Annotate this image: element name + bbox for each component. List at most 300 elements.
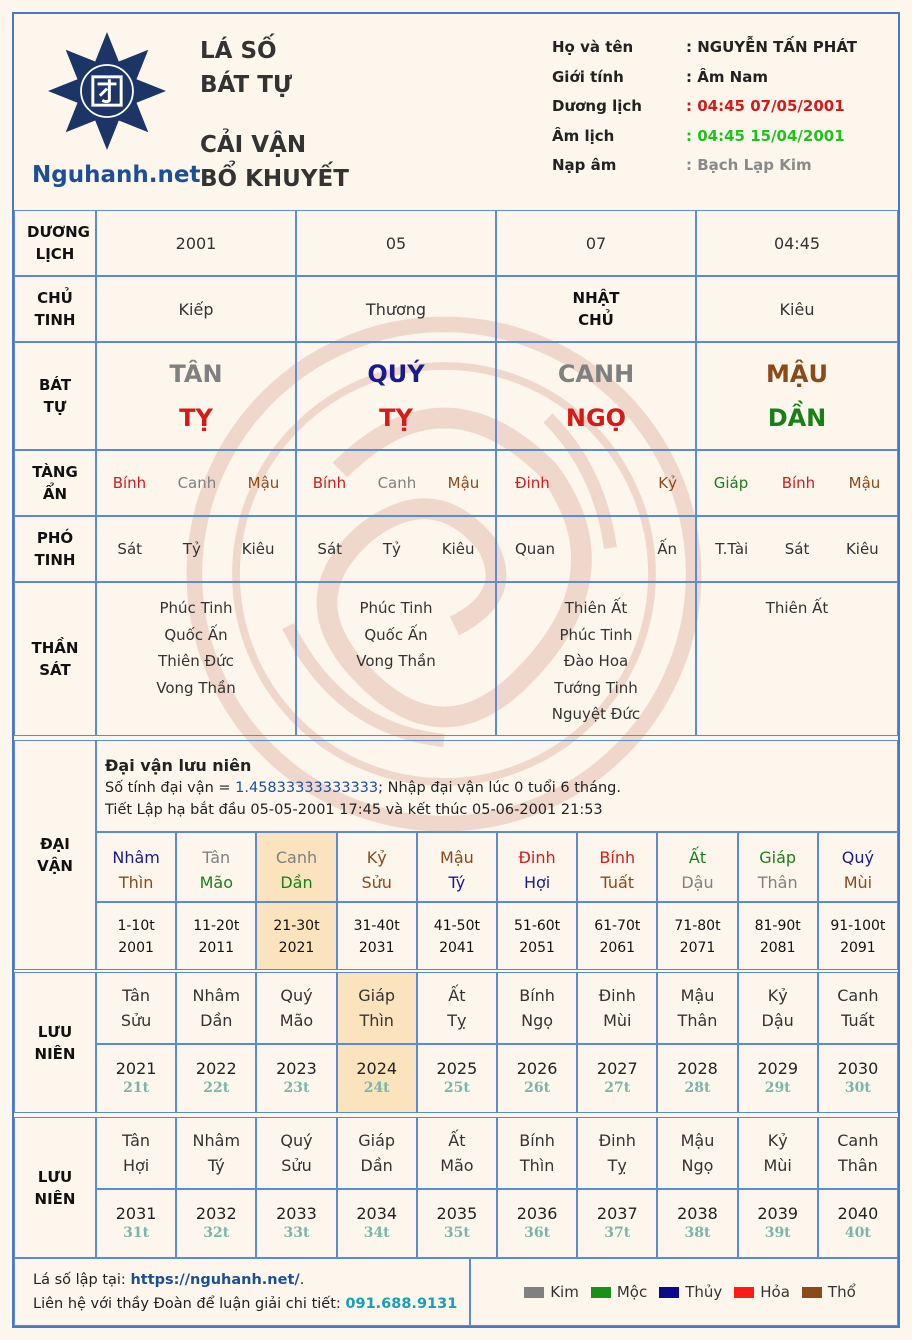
chu_tinh-label: CHỦ TINH: [34, 289, 76, 329]
than_sat-label: THẦN SÁT: [31, 639, 79, 679]
luu-nien-chi: Sửu: [281, 1156, 312, 1175]
pho-tinh-item: Kiêu: [845, 540, 879, 558]
luu-nien-pillar[interactable]: [577, 1117, 657, 1189]
legend-label: Thổ: [827, 1283, 856, 1301]
luu-nien-pillar[interactable]: [256, 972, 336, 1044]
pillar: [169, 352, 222, 440]
tang_an-cell: [696, 450, 898, 516]
luu-nien-chi: Dần: [200, 1011, 233, 1030]
luu-nien-can: Tân: [122, 1131, 151, 1150]
legend-swatch: [802, 1287, 822, 1298]
pho-tinh-item: Quan: [515, 540, 556, 558]
legend-swatch: [659, 1287, 679, 1298]
dai-van-age-cell: [818, 902, 898, 970]
dai-van-can: Ất: [688, 848, 707, 867]
pillar-chi: NGỌ: [565, 404, 627, 432]
dai-van-can: Đinh: [518, 848, 556, 867]
luu-nien-year: 2038: [677, 1204, 718, 1223]
pho-tinh-item: Tỷ: [382, 540, 401, 558]
than-sat-list: [356, 583, 435, 675]
luu-nien-year: 2024: [356, 1059, 398, 1078]
duong_lich-cell: [696, 210, 898, 276]
dai-van-line-1: [105, 777, 897, 799]
footer: [14, 1258, 898, 1326]
luu-nien-year: 2037: [596, 1204, 638, 1223]
dai-van-can: Tân: [202, 848, 231, 867]
dai-van-pillar[interactable]: [337, 832, 417, 902]
star-logo-icon: [48, 32, 166, 150]
luu-nien-can: Nhâm: [192, 1131, 241, 1150]
dai-van-number: 1.45833333333333: [235, 780, 379, 796]
dai-van-pillar[interactable]: [176, 832, 256, 902]
dai-van-can: Nhâm: [112, 848, 160, 867]
dai-van-pillar[interactable]: [497, 832, 577, 902]
dai-van-age-cell: [657, 902, 737, 970]
dai-van-pillar[interactable]: [417, 832, 497, 902]
luu-nien-age: 34t: [363, 1225, 390, 1241]
title-line-2: BÁT TỰ: [200, 72, 293, 98]
tang-an-item: Bính: [781, 474, 816, 492]
than-sat-item: Vong Thần: [356, 652, 436, 670]
luu-nien-year: 2032: [195, 1204, 237, 1223]
luu-nien-age: 28t: [684, 1080, 711, 1096]
dai-van-can: Bính: [599, 848, 636, 867]
luu-nien-can: Kỷ: [767, 986, 788, 1005]
dai-van-can: Kỷ: [366, 848, 387, 867]
chu-tinh-value: Kiêu: [779, 299, 815, 319]
legend-item-Thủy: [659, 1283, 722, 1301]
pho_tinh-cell: [96, 516, 296, 582]
tang_an-cell: [496, 450, 696, 516]
dai-van-year: 2021: [278, 940, 315, 956]
than-sat-item: Phúc Tinh: [559, 625, 633, 644]
dai-van-chi: Thìn: [118, 873, 154, 892]
luu-nien-year-cell: [818, 1044, 898, 1113]
than-sat-item: Phúc Tinh: [359, 599, 433, 617]
title-line-3: CẢI VẬN: [200, 132, 307, 158]
chart-frame: [12, 12, 900, 1328]
luu-nien-age: 35t: [443, 1225, 470, 1241]
tang_an-label: TÀNG ẨN: [32, 463, 78, 503]
pho-tinh-item: Sát: [317, 540, 343, 558]
luu-nien-chi: Thân: [677, 1011, 718, 1030]
luu-nien-can: Quý: [280, 986, 313, 1005]
luu-nien-chi: Dần: [360, 1156, 393, 1175]
tang-an-item: Kỷ: [658, 474, 677, 492]
legend-item-Thổ: [802, 1283, 856, 1301]
legend-item-Mộc: [591, 1283, 647, 1301]
luu-nien-can: Ất: [448, 1131, 466, 1150]
dai-van-age-cell: [738, 902, 818, 970]
legend-swatch: [734, 1287, 754, 1298]
pho_tinh-cell: [696, 516, 898, 582]
dai-van-age-cell: [497, 902, 577, 970]
luu-nien-pillar[interactable]: [738, 1117, 818, 1189]
pho-tinh-item: Sát: [784, 540, 810, 558]
luu-nien-age: 24t: [363, 1080, 390, 1096]
than_sat-cell: [496, 582, 696, 736]
dai-van-chi: Dần: [280, 873, 313, 892]
dai-van-age: 11-20t: [193, 918, 240, 934]
luu-nien-year-cell: [176, 1189, 256, 1258]
pillar: [558, 352, 634, 440]
dai-van-age: 1-10t: [117, 918, 155, 934]
luu-nien-chi: Ngọ: [681, 1156, 714, 1175]
legend-label: Thủy: [685, 1283, 723, 1301]
chu_tinh-cell: [496, 276, 696, 342]
luu-nien-chi: Mão: [440, 1156, 474, 1175]
luu-nien-chi: Tỵ: [607, 1156, 627, 1175]
luu-nien-year: 2036: [516, 1204, 558, 1223]
bat_tu-label: BÁT TỰ: [38, 376, 72, 416]
bat_tu-cell: [696, 342, 898, 450]
row-label-pho_tinh: [14, 516, 96, 582]
pillar-chi: TỴ: [379, 404, 413, 432]
row-label-dai-van: [14, 740, 96, 970]
luu-nien-label: LƯU NIÊN: [34, 1167, 76, 1208]
bat_tu-cell: [96, 342, 296, 450]
dai-van-chi: Mùi: [843, 873, 873, 892]
tang-an-item: Đinh: [515, 474, 550, 492]
luu-nien-year: 2021: [115, 1059, 157, 1078]
pho-tinh-item: Tỷ: [182, 540, 201, 558]
luu-nien-age: 29t: [764, 1080, 791, 1096]
tang-an-item: Mậu: [247, 474, 280, 492]
site-name: Nguhanh.net: [32, 162, 201, 188]
luu-nien-pillar[interactable]: [738, 972, 818, 1044]
luu-nien-year: 2023: [276, 1059, 317, 1078]
dai-van-chi: Dậu: [681, 873, 714, 892]
chu_tinh-cell: [296, 276, 496, 342]
luu-nien-age: 27t: [604, 1080, 631, 1096]
luu-nien-year-cell: [738, 1189, 818, 1258]
luu-nien-age: 38t: [684, 1225, 711, 1241]
dai-van-pillar[interactable]: [96, 832, 176, 902]
header: [14, 14, 898, 206]
dai-van-pillar[interactable]: [657, 832, 737, 902]
luu-nien-age: 39t: [764, 1225, 791, 1241]
luu-nien-age: 30t: [844, 1080, 871, 1096]
duong_lich-value: 05: [385, 233, 407, 253]
luu-nien-year: 2026: [516, 1059, 558, 1078]
footer-line-1: [33, 1268, 457, 1292]
pho-tinh-item: T.Tài: [715, 540, 749, 558]
luu-nien-pillar[interactable]: [337, 972, 417, 1044]
dai-van-can: Canh: [275, 848, 318, 867]
tang-an-list: [97, 474, 295, 492]
luu-nien-year-cell: [738, 1044, 818, 1113]
pho_tinh-cell: [496, 516, 696, 582]
duong_lich-cell: [296, 210, 496, 276]
than-sat-list: [766, 583, 828, 622]
luu-nien-can: Đinh: [598, 1131, 636, 1150]
luu-nien-year-cell: [818, 1189, 898, 1258]
dai-van-pillar[interactable]: [256, 832, 336, 902]
luu-nien-year: 2030: [837, 1059, 879, 1078]
dai-van-chi: Sửu: [361, 873, 392, 892]
dai-van-can: Quý: [841, 848, 874, 867]
dai-van-age: 71-80t: [674, 918, 721, 934]
than-sat-item: Thiên Ất: [564, 599, 628, 617]
than-sat-item: Thiên Ất: [765, 599, 829, 617]
than-sat-list: [156, 583, 235, 701]
luu-nien-pillar[interactable]: [176, 1117, 256, 1189]
legend-swatch: [524, 1287, 544, 1298]
luu-nien-chi: Mão: [279, 1011, 314, 1030]
luu-nien-chi: Mùi: [763, 1156, 792, 1175]
dai-van-year: 2001: [118, 940, 154, 956]
luu-nien-pillar[interactable]: [497, 972, 577, 1044]
pillar-can: CANH: [557, 360, 635, 388]
luu-nien-can: Mậu: [680, 986, 715, 1005]
dai-van-can: Giáp: [759, 848, 797, 867]
luu-nien-pillar[interactable]: [657, 972, 737, 1044]
duong_lich-cell: [496, 210, 696, 276]
pillar-chi: TỴ: [179, 404, 213, 432]
luu-nien-pillar[interactable]: [96, 1117, 176, 1189]
luu-nien-year: 2035: [436, 1204, 478, 1223]
row-label-duong_lich: [14, 210, 96, 276]
luu-nien-can: Quý: [280, 1131, 313, 1150]
dai-van-pre: Số tính đại vận =: [105, 780, 236, 796]
row-label-than_sat: [14, 582, 96, 736]
luu-nien-year-cell: [96, 1044, 176, 1113]
dai-van-can: Mậu: [440, 848, 474, 867]
than-sat-item: Tướng Tinh: [554, 678, 638, 697]
dai-van-age: 61-70t: [594, 918, 641, 934]
luu-nien-chi: Ngọ: [521, 1011, 554, 1030]
info-label: Nạp âm: [552, 156, 617, 174]
footer-line-2: [33, 1292, 457, 1316]
luu-nien-pillar[interactable]: [417, 972, 497, 1044]
luu-nien-can: Bính: [519, 1131, 555, 1150]
tang-an-item: Bính: [112, 474, 147, 492]
luu-nien-year-cell: [497, 1189, 577, 1258]
tang-an-item: Canh: [177, 474, 217, 492]
luu-nien-pillar[interactable]: [818, 972, 898, 1044]
nhat-chu-label: NHẬT CHỦ: [572, 289, 620, 329]
row-label-luu-nien: [14, 972, 96, 1113]
dai-van-year: 2081: [759, 940, 796, 956]
tang-an-list: [297, 474, 495, 492]
duong_lich-value: 2001: [175, 233, 217, 253]
tang-an-item: Giáp: [713, 474, 749, 492]
luu-nien-pillar[interactable]: [176, 972, 256, 1044]
tang-an-item: Mậu: [848, 474, 881, 492]
pillar-chi: DẦN: [767, 404, 827, 432]
legend-label: Hỏa: [760, 1283, 790, 1301]
luu-nien-chi: Sửu: [120, 1011, 152, 1030]
info-label: Âm lịch: [552, 126, 615, 145]
chu-tinh-value: Kiếp: [178, 299, 214, 319]
luu-nien-can: Canh: [837, 1131, 879, 1150]
dai-van-age-cell: [256, 902, 336, 970]
luu-nien-year-cell: [577, 1044, 657, 1113]
luu-nien-year-cell: [657, 1044, 737, 1113]
dai-van-year: 2071: [679, 940, 716, 956]
luu-nien-pillar[interactable]: [577, 972, 657, 1044]
dai-van-year: 2031: [358, 940, 395, 956]
dai-van-age-cell: [417, 902, 497, 970]
luu-nien-year-cell: [337, 1189, 417, 1258]
dai-van-age-cell: [176, 902, 256, 970]
duong_lich-label: DƯƠNG LỊCH: [27, 223, 90, 263]
luu-nien-year-cell: [657, 1189, 737, 1258]
info-label: Dương lịch: [552, 97, 642, 115]
luu-nien-pillar[interactable]: [818, 1117, 898, 1189]
luu-nien-age: 23t: [283, 1080, 310, 1096]
luu-nien-age: 22t: [203, 1080, 230, 1096]
luu-nien-can: Ất: [448, 986, 466, 1005]
luu-nien-year-cell: [256, 1044, 336, 1113]
legend: [470, 1258, 898, 1326]
pho_tinh-cell: [296, 516, 496, 582]
legend-item-Kim: [524, 1283, 579, 1301]
luu-nien-age: 36t: [524, 1225, 551, 1241]
tang_an-cell: [96, 450, 296, 516]
luu-nien-pillar[interactable]: [96, 972, 176, 1044]
than-sat-item: Nguyệt Đức: [551, 705, 641, 723]
row-label-luu-nien: [14, 1117, 96, 1258]
luu-nien-year-cell: [176, 1044, 256, 1113]
tang-an-list: [697, 474, 897, 492]
luu-nien-chi: Thân: [837, 1156, 878, 1175]
dai-van-chi: Mão: [199, 873, 233, 892]
pillar-can: TÂN: [169, 360, 223, 388]
pho-tinh-list: [97, 540, 295, 558]
than_sat-cell: [696, 582, 898, 736]
phone-number[interactable]: 091.688.9131: [345, 1296, 458, 1312]
pho-tinh-item: Ấn: [657, 540, 677, 558]
luu-nien-age: 40t: [844, 1225, 871, 1241]
pho-tinh-item: Kiêu: [441, 540, 475, 558]
luu-nien-pillar[interactable]: [417, 1117, 497, 1189]
luu-nien-age: 26t: [524, 1080, 551, 1096]
bat_tu-cell: [296, 342, 496, 450]
tang-an-list: [497, 474, 695, 492]
pho-tinh-item: Kiêu: [241, 540, 275, 558]
luu-nien-can: Giáp: [358, 986, 396, 1005]
chu_tinh-cell: [96, 276, 296, 342]
bat_tu-cell: [496, 342, 696, 450]
tang-an-item: Bính: [312, 474, 347, 492]
luu-nien-year-cell: [577, 1189, 657, 1258]
contact-label: Liên hệ với thầy Đoàn để luận giải chi tiết:: [33, 1296, 346, 1312]
pillar: [766, 352, 828, 440]
than_sat-cell: [296, 582, 496, 736]
legend-swatch: [591, 1287, 611, 1298]
luu-nien-year: 2029: [757, 1059, 799, 1078]
dai-van-age-cell: [96, 902, 176, 970]
row-label-bat_tu: [14, 342, 96, 450]
dai-van-year: 2051: [519, 940, 555, 956]
than-sat-item: Phúc Tinh: [159, 599, 233, 617]
dai-van-age-cell: [577, 902, 657, 970]
luu-nien-pillar[interactable]: [337, 1117, 417, 1189]
legend-label: Mộc: [616, 1283, 648, 1301]
pho-tinh-list: [697, 540, 897, 558]
luu-nien-chi: Dậu: [761, 1011, 794, 1030]
legend-label: Kim: [550, 1283, 579, 1301]
dai-van-title: Đại vận lưu niên: [105, 756, 252, 775]
info-label: Họ và tên: [552, 38, 634, 56]
dai-van-year: 2041: [439, 940, 475, 956]
dai-van-year: 2091: [840, 940, 876, 956]
luu-nien-pillar[interactable]: [657, 1117, 737, 1189]
luu-nien-year: 2025: [436, 1059, 478, 1078]
tang_an-cell: [296, 450, 496, 516]
tang-an-item: Canh: [377, 474, 417, 492]
luu-nien-chi: Tý: [207, 1156, 225, 1175]
luu-nien-pillar[interactable]: [497, 1117, 577, 1189]
info-value: : Bạch Lạp Kim: [686, 156, 812, 174]
luu-nien-year-cell: [256, 1189, 336, 1258]
luu-nien-can: Mậu: [680, 1131, 715, 1150]
luu-nien-can: Canh: [837, 986, 879, 1005]
dai-van-post: ; Nhập đại vận lúc 0 tuổi 6 tháng.: [378, 780, 621, 796]
than-sat-item: Thiên Đức: [158, 652, 234, 670]
luu-nien-can: Tân: [122, 986, 151, 1005]
info-value: : NGUYỄN TẤN PHÁT: [686, 38, 857, 56]
dai-van-pillar[interactable]: [738, 832, 818, 902]
dai-van-label: ĐẠI VẬN: [37, 835, 73, 875]
dai-van-age: 31-40t: [353, 918, 400, 934]
luu-nien-age: 31t: [123, 1225, 150, 1241]
luu-nien-year: 2031: [115, 1204, 157, 1223]
title-line-4: BỔ KHUYẾT: [200, 166, 349, 192]
luu-nien-age: 37t: [604, 1225, 631, 1241]
site-link[interactable]: https://nguhanh.net/: [130, 1272, 300, 1288]
pillar-can: QUÝ: [367, 360, 425, 388]
luu-nien-can: Bính: [519, 986, 555, 1005]
luu-nien-year: 2033: [276, 1204, 317, 1223]
than_sat-cell: [96, 582, 296, 736]
luu-nien-chi: Mùi: [603, 1011, 632, 1030]
duong_lich-value: 07: [585, 233, 607, 253]
luu-nien-chi: Hợi: [122, 1156, 150, 1175]
luu-nien-age: 32t: [203, 1225, 230, 1241]
dai-van-chi: Tuất: [600, 873, 635, 892]
luu-nien-age: 25t: [443, 1080, 470, 1096]
dai-van-age: 91-100t: [830, 918, 886, 934]
than-sat-item: Vong Thần: [156, 678, 236, 697]
luu-nien-pillar[interactable]: [256, 1117, 336, 1189]
luu-nien-age: 21t: [123, 1080, 150, 1096]
dai-van-age: 51-60t: [514, 918, 561, 934]
luu-nien-year: 2040: [837, 1204, 879, 1223]
row-label-chu_tinh: [14, 276, 96, 342]
tang-an-item: Mậu: [447, 474, 480, 492]
luu-nien-year-cell: [337, 1044, 417, 1113]
dai-van-pillar[interactable]: [818, 832, 898, 902]
than-sat-item: Quốc Ấn: [164, 625, 228, 644]
info-value: : 04:45 15/04/2001: [686, 126, 845, 145]
luu-nien-chi: Tuất: [841, 1011, 875, 1030]
dai-van-age: 21-30t: [273, 918, 320, 934]
title-line-1: LÁ SỐ: [200, 38, 277, 64]
luu-nien-year: 2034: [356, 1204, 398, 1223]
dai-van-line-2: Tiết Lập hạ bắt đầu 05-05-2001 17:45 và kết thúc 05-06-2001 21:53: [105, 802, 603, 818]
luu-nien-year: 2039: [757, 1204, 799, 1223]
row-label-tang_an: [14, 450, 96, 516]
luu-nien-year: 2028: [677, 1059, 718, 1078]
pho-tinh-list: [297, 540, 495, 558]
luu-nien-label: LƯU NIÊN: [34, 1022, 76, 1063]
dai-van-pillar[interactable]: [577, 832, 657, 902]
dai-van-chi: Hợi: [523, 873, 551, 892]
luu-nien-chi: Thìn: [359, 1011, 394, 1030]
luu-nien-can: Đinh: [598, 986, 636, 1005]
